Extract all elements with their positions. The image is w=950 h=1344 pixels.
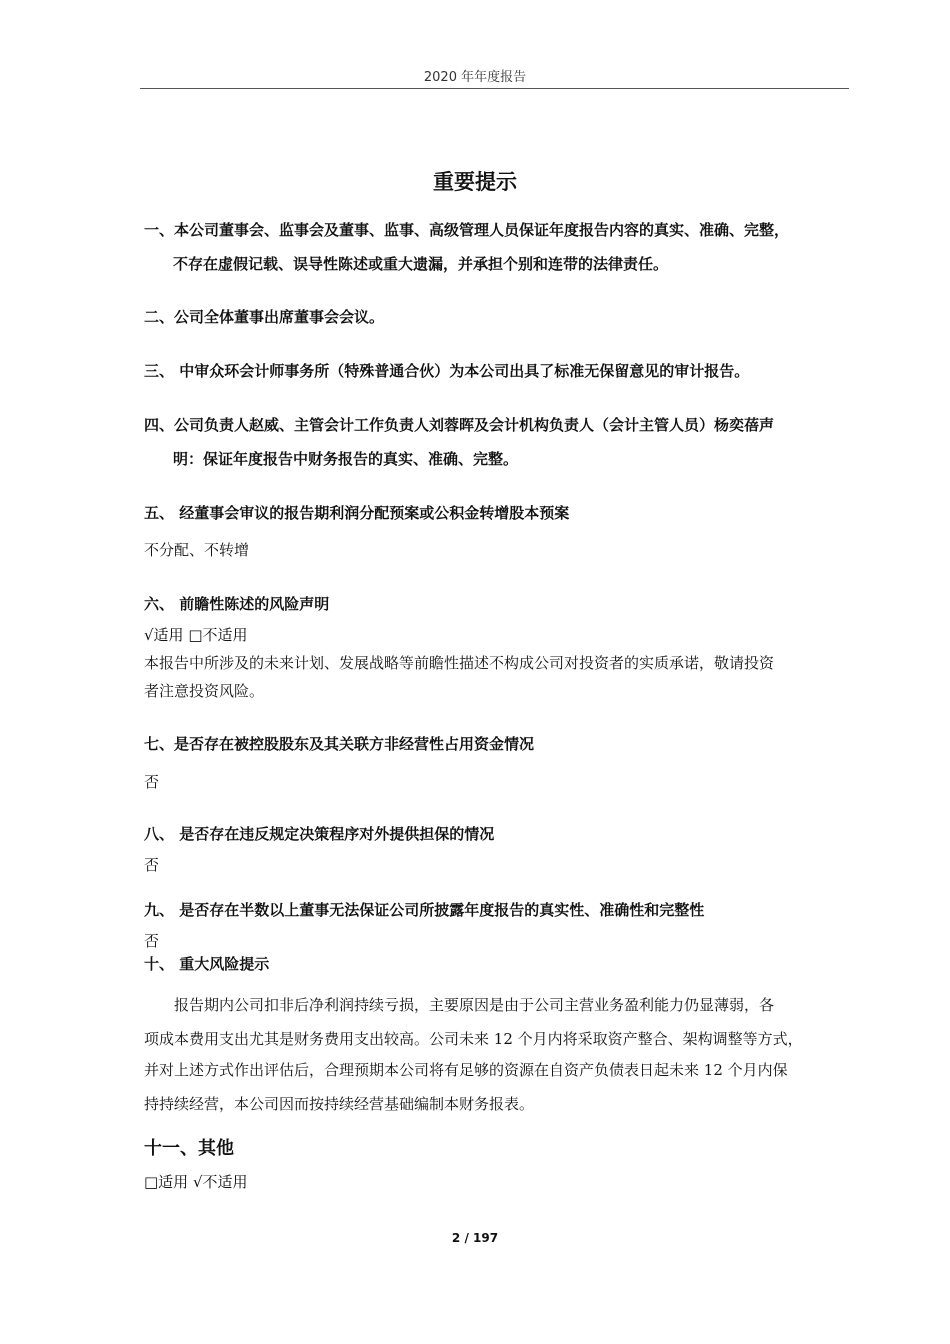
- item-5-body: 不分配、不转增: [144, 541, 250, 559]
- item-11-options: □适用 √不适用: [144, 1173, 248, 1191]
- item-6-heading: 六、 前瞻性陈述的风险声明: [144, 595, 330, 613]
- page-current: 2: [451, 1231, 461, 1245]
- item-8-heading: 八、 是否存在违反规定决策程序对外提供担保的情况: [144, 825, 495, 843]
- page-total: 197: [473, 1231, 499, 1245]
- page-separator: /: [464, 1231, 469, 1245]
- item-9-body: 否: [144, 932, 160, 950]
- item-10-body-line-1: 报告期内公司扣非后净利润持续亏损，主要原因是由于公司主营业务盈利能力仍显薄弱，各: [174, 996, 775, 1014]
- item-2: 二、公司全体董事出席董事会会议。: [144, 308, 385, 326]
- item-8-body: 否: [144, 856, 160, 874]
- item-5-heading: 五、 经董事会审议的报告期利润分配预案或公积金转增股本预案: [144, 504, 570, 522]
- item-6-body-line-2: 者注意投资风险。: [144, 682, 265, 700]
- item-10-body-line-3: 并对上述方式作出评估后，合理预期本公司将有足够的资源在自资产负债表日起未来 12 个月内保: [144, 1061, 788, 1079]
- page-header: 2020 年年度报告: [423, 70, 527, 85]
- item-6-options: √适用 □不适用: [144, 626, 248, 644]
- item-6-body-line-1: 本报告中所涉及的未来计划、发展战略等前瞻性描述不构成公司对投资者的实质承诺，敬请投资: [144, 654, 775, 672]
- item-10-heading: 十、 重大风险提示: [144, 955, 270, 973]
- item-11-heading: 十一、其他: [144, 1138, 234, 1159]
- item-10-body-line-2: 项成本费用支出尤其是财务费用支出较高。公司未来 12 个月内将采取资产整合、架构调整等方式，: [144, 1030, 803, 1048]
- item-10-body-line-4: 持持续经营，本公司因而按持续经营基础编制本财务报表。: [144, 1095, 535, 1113]
- item-7-body: 否: [144, 773, 160, 791]
- item-4-line-1: 四、公司负责人赵威、主管会计工作负责人刘蓉晖及会计机构负责人（会计主管人员）杨奕蓓声: [144, 416, 775, 434]
- item-7-heading: 七、是否存在被控股股东及其关联方非经营性占用资金情况: [144, 735, 535, 753]
- item-1-line-1: 一、本公司董事会、监事会及董事、监事、高级管理人员保证年度报告内容的真实、准确、完整，: [144, 221, 790, 239]
- page-number: [0, 1231, 950, 1245]
- item-9-heading: 九、 是否存在半数以上董事无法保证公司所披露年度报告的真实性、准确性和完整性: [144, 901, 705, 919]
- item-3: 三、 中审众环会计师事务所（特殊普通合伙）为本公司出具了标准无保留意见的审计报告。: [144, 362, 750, 380]
- item-1-line-2: 不存在虚假记载、误导性陈述或重大遗漏，并承担个别和连带的法律责任。: [173, 255, 669, 273]
- page-title: 重要提示: [433, 170, 517, 194]
- item-4-line-2: 明：保证年度报告中财务报告的真实、准确、完整。: [173, 450, 519, 468]
- header-divider: [140, 88, 849, 89]
